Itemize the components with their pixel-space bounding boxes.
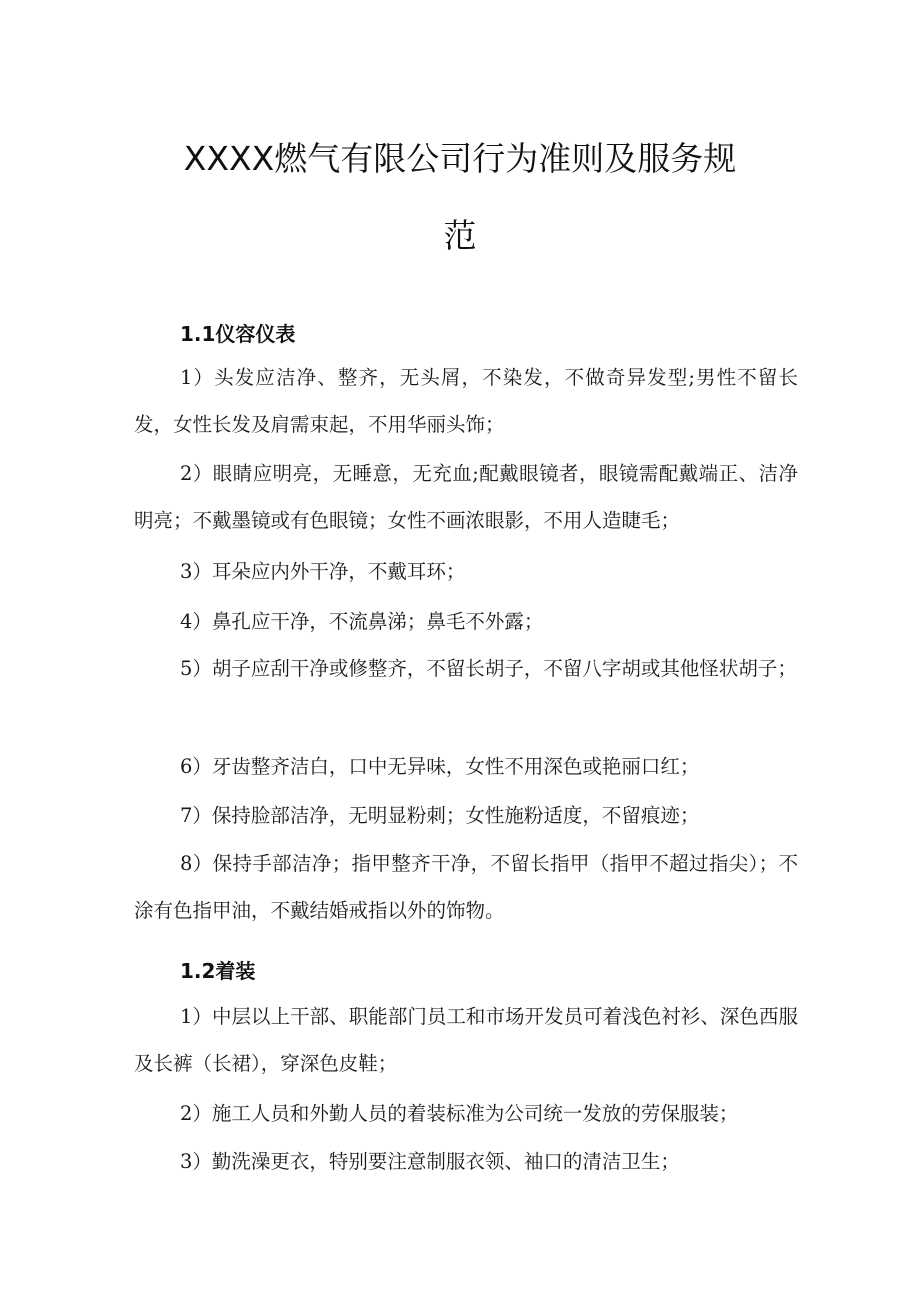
document-title-line-1: XXXX燃气有限公司行为准则及服务规 [183,139,737,178]
section-heading-attire: 1.2着装 [180,959,256,983]
section-heading-appearance: 1.1仪容仪表 [180,322,296,346]
appearance-item-eyes: 2）眼睛应明亮，无睡意，无充血;配戴眼镜者，眼镜需配戴端正、洁净明亮；不戴墨镜或有色眼镜；女性不画浓眼影，不用人造睫毛； [134,462,798,532]
document-title-line-2: 范 [443,216,477,255]
appearance-item-face: 7）保持脸部洁净，无明显粉刺；女性施粉适度，不留痕迹； [180,804,700,827]
appearance-item-ears: 3）耳朵应内外干净，不戴耳环； [180,560,466,583]
appearance-item-hair: 1）头发应洁净、整齐，无头屑，不染发，不做奇异发型;男性不留长发，女性长发及肩需束起，不用华丽头饰； [134,366,798,436]
attire-item-hygiene: 3）勤洗澡更衣，特别要注意制服衣领、袖口的清洁卫生； [180,1150,680,1173]
appearance-item-hands: 8）保持手部洁净；指甲整齐干净，不留长指甲（指甲不超过指尖）；不涂有色指甲油，不戴结婚戒指以外的饰物。 [134,852,798,922]
appearance-item-nose: 4）鼻孔应干净，不流鼻涕；鼻毛不外露； [180,610,544,633]
appearance-item-teeth: 6）牙齿整齐洁白，口中无异味，女性不用深色或艳丽口红； [180,755,700,778]
appearance-item-beard: 5）胡子应刮干净或修整齐，不留长胡子，不留八字胡或其他怪状胡子； [180,657,797,680]
attire-item-field-staff: 2）施工人员和外勤人员的着装标准为公司统一发放的劳保服装； [180,1102,739,1125]
attire-item-managers: 1）中层以上干部、职能部门员工和市场开发员可着浅色衬衫、深色西服及长裤（长裙），穿深色皮鞋； [134,1005,798,1075]
